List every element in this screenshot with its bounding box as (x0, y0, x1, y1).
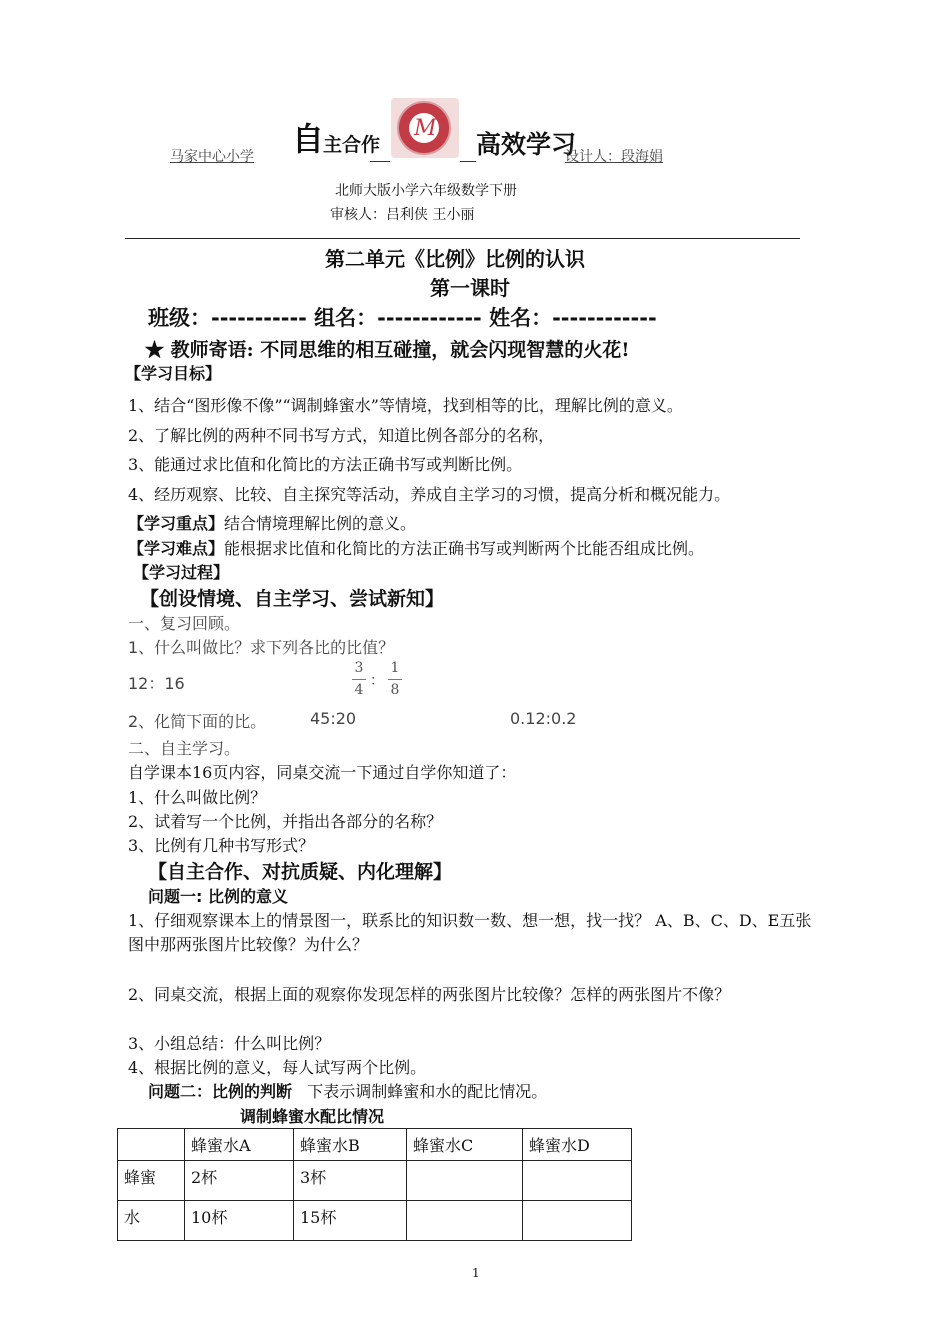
problem-1-question-4: 4、根据比例的意义，每人试写两个比例。 (128, 1058, 427, 1077)
key-point-label: 【学习重点】 (128, 514, 225, 533)
motto-part-a: 主合作 (323, 134, 381, 156)
unit-title: 第二单元《比例》比例的认识 (325, 247, 585, 271)
lesson-title: 第一课时 (430, 276, 510, 300)
goal-item: 3、能通过求比值和化简比的方法正确书写或判断比例。 (128, 455, 523, 474)
self-study-heading: 二、自主学习。 (128, 739, 241, 758)
difficult-point-label: 【学习难点】 (128, 539, 225, 558)
table-cell: 蜂蜜 (118, 1161, 185, 1201)
goal-item: 1、结合“图形像不像”“调制蜂蜜水”等情境，找到相等的比，理解比例的意义。 (128, 396, 683, 415)
difficult-point-text: 能根据求比值和化简比的方法正确书写或判断两个比能否组成比例。 (224, 539, 705, 558)
table-row (118, 1161, 632, 1201)
goal-item: 4、经历观察、比较、自主探究等活动，养成自主学习的习惯，提高分析和概况能力。 (128, 485, 731, 504)
question-2: 2、化简下面的比。 (128, 712, 267, 731)
table-cell (407, 1201, 523, 1241)
blank-underline (460, 161, 476, 162)
page-number: 1 (472, 1266, 480, 1280)
fraction-numerator: 3 (354, 660, 364, 676)
table-header-cell: 蜂蜜水B (294, 1129, 407, 1161)
goal-item: 2、了解比例的两种不同书写方式，知道比例各部分的名称， (128, 426, 555, 445)
problem-2-text: 下表示调制蜂蜜和水的配比情况。 (307, 1082, 548, 1101)
table-row (118, 1201, 632, 1241)
goals-heading: 【学习目标】 (125, 364, 222, 383)
review-heading (128, 611, 240, 634)
self-study-intro: 自学课本16页内容，同桌交流一下通过自学你知道了： (128, 763, 517, 782)
fraction-denominator: 8 (390, 682, 400, 698)
review-label: 一、复习回顾。 (128, 614, 241, 633)
header-divider (125, 238, 800, 239)
honey-water-table (117, 1128, 632, 1241)
table-cell (523, 1161, 632, 1201)
table-title: 调制蜂蜜水配比情况 (240, 1107, 385, 1126)
section-heading-2: 【自主合作、对抗质疑、内化理解】 (148, 861, 453, 883)
designer: 设计人：段海娟 (565, 149, 663, 165)
school-logo-icon: M (391, 98, 459, 158)
table-header-cell: 蜂蜜水A (185, 1129, 294, 1161)
table-header-cell: 蜂蜜水C (407, 1129, 523, 1161)
fraction-1-8 (388, 660, 402, 698)
problem-1-question-1-cont: 图中那两张图片比较像？为什么？ (128, 935, 369, 954)
self-study-item: 3、比例有几种书写形式？ (128, 836, 315, 855)
fraction-numerator: 1 (390, 660, 400, 676)
ratio-0.12-0.2: 0.12:0.2 (510, 709, 577, 728)
reviewer: 审核人：吕利侠 王小丽 (330, 207, 475, 223)
table-cell: 10杯 (185, 1201, 294, 1241)
table-cell: 2杯 (185, 1161, 294, 1201)
teacher-motto: ★ 教师寄语: 不同思维的相互碰撞，就会闪现智慧的火花! (145, 339, 630, 361)
table-cell: 3杯 (294, 1161, 407, 1201)
problem-1-question-1: 1、仔细观察课本上的情景图一，联系比的知识数一数、想一想，找一找？ A、B、C、D、E五张 (128, 911, 812, 930)
key-point-text: 结合情境理解比例的意义。 (224, 514, 417, 533)
problem-2-line (148, 1079, 547, 1102)
problem-1-question-2: 2、同桌交流，根据上面的观察你发现怎样的两张图片比较像？怎样的两张图片不像？ (128, 985, 731, 1004)
question-1: 1、什么叫做比？求下列各比的比值？ (128, 638, 395, 657)
section-heading-1: 【创设情境、自主学习、尝试新知】 (140, 588, 445, 610)
self-study-item: 2、试着写一个比例，并指出各部分的名称？ (128, 812, 443, 831)
blank-underline (370, 161, 390, 162)
difficult-point (128, 536, 704, 559)
problem-2-title: 问题二：比例的判断 (148, 1082, 293, 1101)
motto-part-b: 高效学习 (476, 130, 577, 159)
ratio-12-16: 12：16 (128, 674, 185, 693)
fraction-3-4 (352, 660, 366, 698)
process-heading: 【学习过程】 (133, 563, 230, 582)
school-name: 马家中心小学 (170, 149, 254, 165)
ratio-45-20: 45:20 (310, 709, 357, 728)
ratio-colon: ： (370, 673, 384, 689)
fraction-denominator: 4 (354, 682, 364, 698)
motto-big-char: 自 (292, 120, 325, 158)
table-cell: 15杯 (294, 1201, 407, 1241)
self-study-item: 1、什么叫做比例？ (128, 788, 267, 807)
key-point (128, 511, 416, 534)
table-header-cell (118, 1129, 185, 1161)
problem-1-title: 问题一: 比例的意义 (148, 887, 288, 906)
table-header-cell: 蜂蜜水D (523, 1129, 632, 1161)
table-header-row (118, 1129, 632, 1161)
problem-1-question-3: 3、小组总结：什么叫比例？ (128, 1034, 331, 1053)
table-cell (523, 1201, 632, 1241)
student-info-fields: 班级：----------- 组名：------------ 姓名：------------ (148, 306, 657, 330)
table-cell (407, 1161, 523, 1201)
table-cell: 水 (118, 1201, 185, 1241)
textbook-name: 北师大版小学六年级数学下册 (335, 183, 517, 199)
